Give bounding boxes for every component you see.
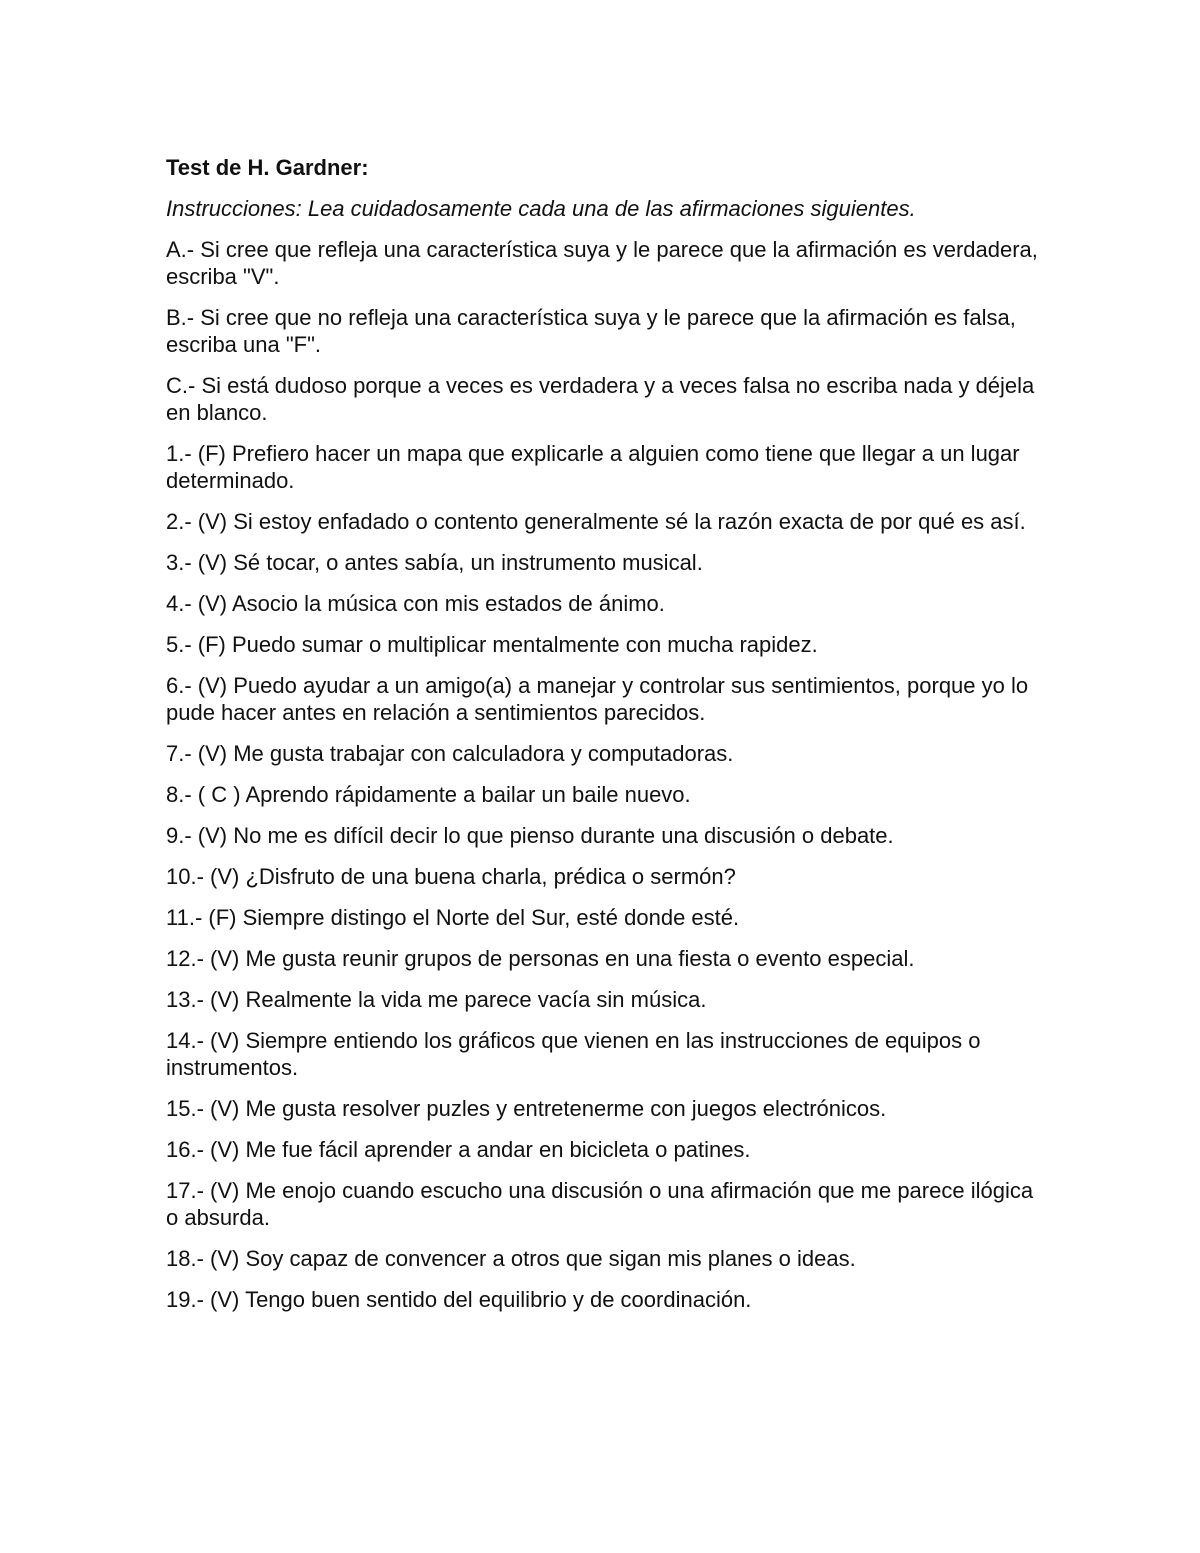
document-body xyxy=(166,154,1046,1327)
question-item: 18.- (V) Soy capaz de convencer a otros que sigan mis planes o ideas. xyxy=(166,1246,856,1271)
question-item: 13.- (V) Realmente la vida me parece vacía sin música. xyxy=(166,987,707,1012)
question-item: 1.- (F) Prefiero hacer un mapa que explicarle a alguien como tiene que llegar a un lugar determinado. xyxy=(166,441,1020,493)
question-item: 6.- (V) Puedo ayudar a un amigo(a) a manejar y controlar sus sentimientos, porque yo lo pude hacer antes en relación a sentimientos parecidos. xyxy=(166,673,1029,725)
question-item: 19.- (V) Tengo buen sentido del equilibrio y de coordinación. xyxy=(166,1287,752,1312)
question-item: 5.- (F) Puedo sumar o multiplicar mentalmente con mucha rapidez. xyxy=(166,632,818,657)
question-item: 16.- (V) Me fue fácil aprender a andar en bicicleta o patines. xyxy=(166,1137,751,1162)
question-item: 8.- ( C ) Aprendo rápidamente a bailar un baile nuevo. xyxy=(166,782,691,807)
question-item: 15.- (V) Me gusta resolver puzles y entretenerme con juegos electrónicos. xyxy=(166,1096,887,1121)
question-item: 17.- (V) Me enojo cuando escucho una discusión o una afirmación que me parece ilógica o absurda. xyxy=(166,1178,1034,1230)
question-item: 14.- (V) Siempre entiendo los gráficos que vienen en las instrucciones de equipos o instrumentos. xyxy=(166,1028,981,1080)
question-item: 11.- (F) Siempre distingo el Norte del Sur, esté donde esté. xyxy=(166,905,740,930)
question-item: 2.- (V) Si estoy enfadado o contento generalmente sé la razón exacta de por qué es así. xyxy=(166,509,1026,534)
instructions-text: Instrucciones: Lea cuidadosamente cada una de las afirmaciones siguientes. xyxy=(166,196,916,221)
question-item: 4.- (V) Asocio la música con mis estados de ánimo. xyxy=(166,591,665,616)
rule-a: A.- Si cree que refleja una característica suya y le parece que la afirmación es verdadera, escriba "V". xyxy=(166,237,1038,289)
document-title: Test de H. Gardner: xyxy=(166,155,369,180)
question-item: 10.- (V) ¿Disfruto de una buena charla, prédica o sermón? xyxy=(166,864,736,889)
question-item: 3.- (V) Sé tocar, o antes sabía, un instrumento musical. xyxy=(166,550,703,575)
rule-c: C.- Si está dudoso porque a veces es verdadera y a veces falsa no escriba nada y déjela en blanco. xyxy=(166,373,1035,425)
rule-b: B.- Si cree que no refleja una característica suya y le parece que la afirmación es falsa, escriba una "F". xyxy=(166,305,1016,357)
question-item: 12.- (V) Me gusta reunir grupos de personas en una fiesta o evento especial. xyxy=(166,946,915,971)
question-item: 7.- (V) Me gusta trabajar con calculadora y computadoras. xyxy=(166,741,734,766)
question-item: 9.- (V) No me es difícil decir lo que pienso durante una discusión o debate. xyxy=(166,823,894,848)
